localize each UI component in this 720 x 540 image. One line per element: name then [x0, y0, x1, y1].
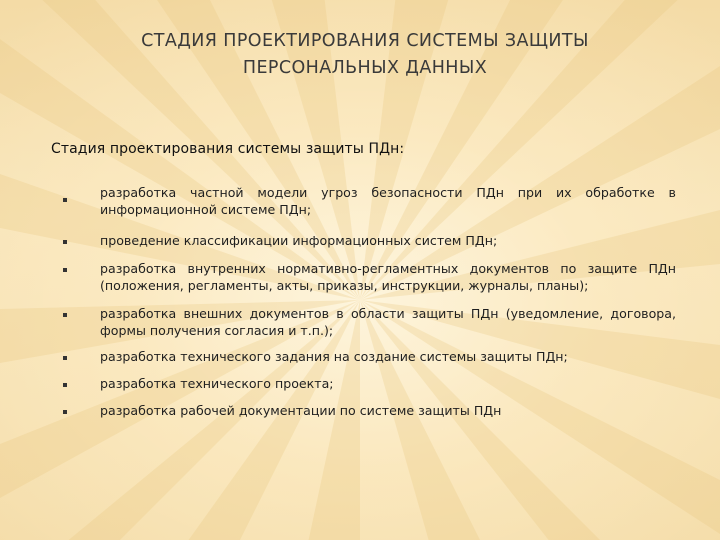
list-item: разработка технического проекта; — [100, 376, 334, 391]
list-item: разработка внешних документов в области защиты ПДн (уведомление, договора, формы получения согласия и т.п.); — [100, 306, 676, 338]
bullet-marker — [63, 383, 67, 387]
bullet-marker — [63, 313, 67, 317]
slide-title-line-1: СТАДИЯ ПРОЕКТИРОВАНИЯ СИСТЕМЫ ЗАЩИТЫ — [141, 31, 589, 51]
slide-title-line-2: ПЕРСОНАЛЬНЫХ ДАННЫХ — [242, 58, 488, 78]
bullet-marker — [63, 198, 67, 202]
list-item: разработка технического задания на создание системы защиты ПДн; — [100, 349, 568, 364]
bullet-marker — [63, 268, 67, 272]
section-subtitle: Стадия проектирования системы защиты ПДн: — [51, 141, 405, 157]
list-item: проведение классификации информационных систем ПДн; — [100, 233, 498, 248]
list-item: разработка рабочей документации по системе защиты ПДн — [100, 403, 502, 418]
list-item: разработка частной модели угроз безопасности ПДн при их обработке в информационной системе ПДн; — [100, 185, 676, 217]
bullet-marker — [63, 410, 67, 414]
bullet-marker — [63, 356, 67, 360]
slide-title — [100, 28, 630, 82]
list-item: разработка внутренних нормативно-регламентных документов по защите ПДн (положения, регламенты, акты, приказы, инструкции, журналы, планы); — [100, 261, 676, 293]
bullet-marker — [63, 240, 67, 244]
